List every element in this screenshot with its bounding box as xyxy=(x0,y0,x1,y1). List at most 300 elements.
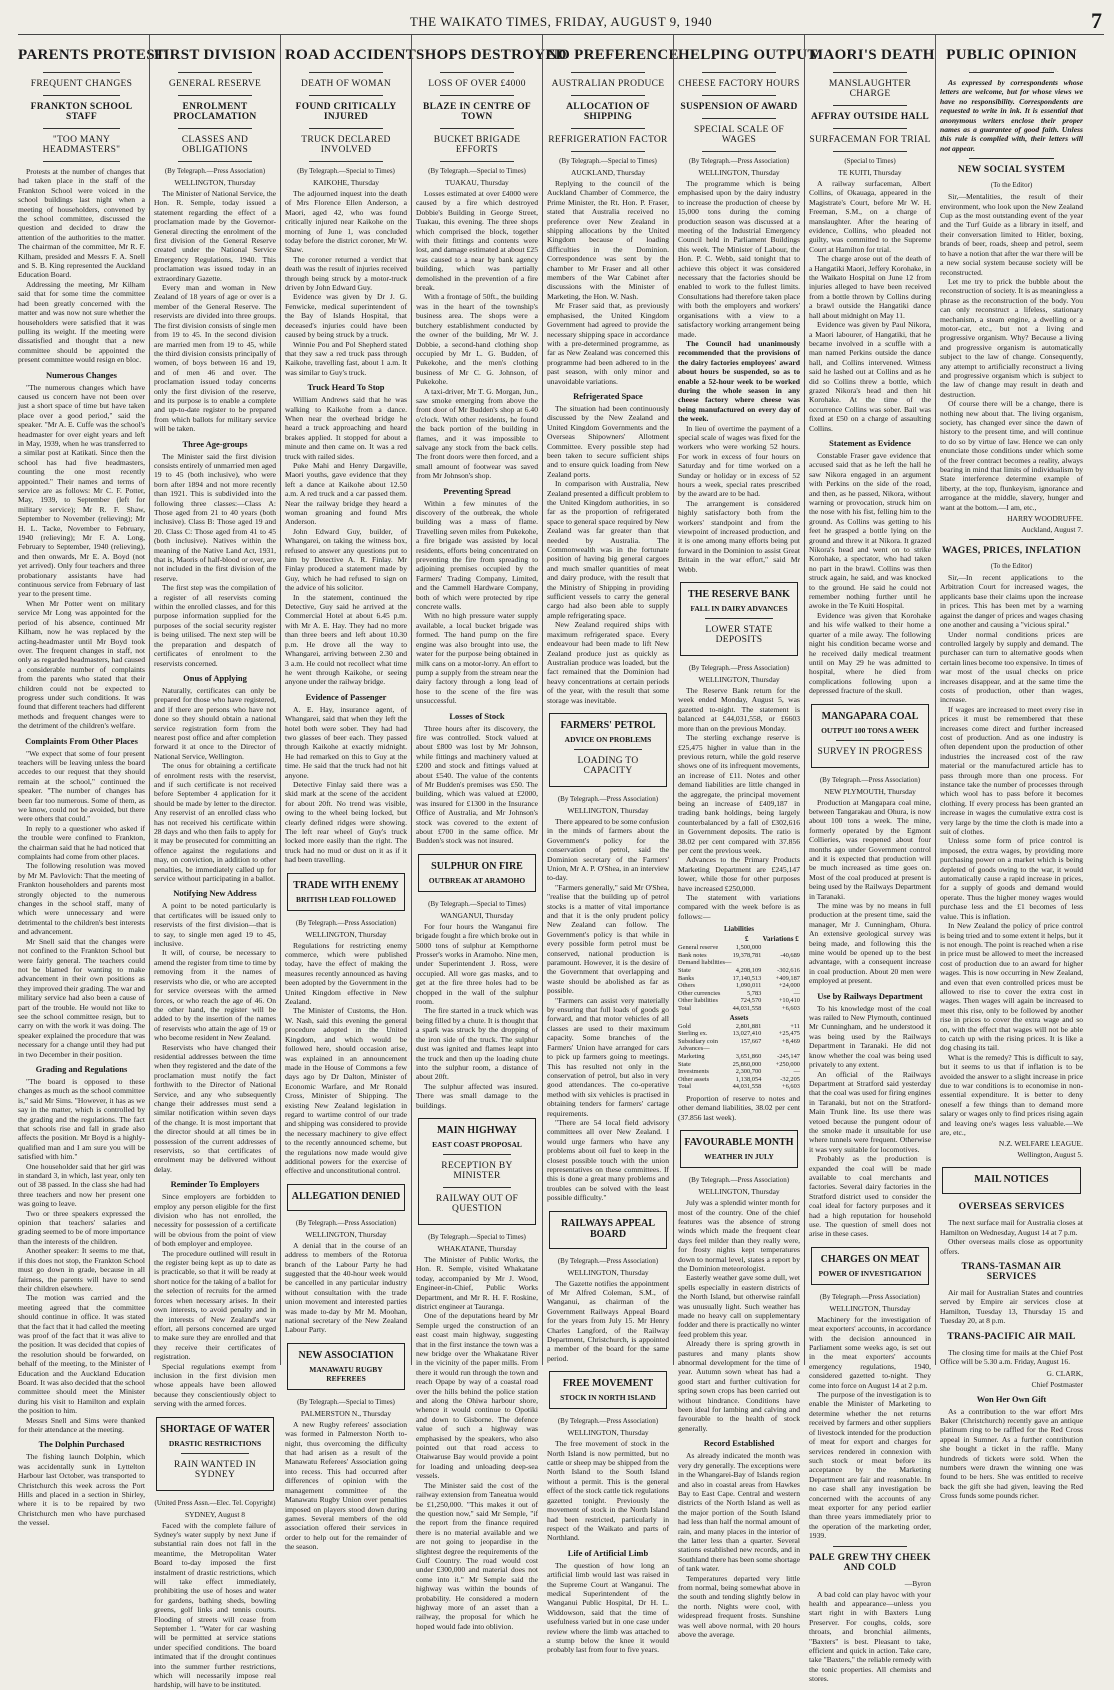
headline: FIRST DIVISION xyxy=(154,47,276,63)
dateline: AUCKLAND, Thursday xyxy=(570,168,646,177)
article-box xyxy=(287,1184,405,1211)
variation-cell: — xyxy=(793,989,800,997)
box-headline: MAIN HIGHWAY xyxy=(437,1124,517,1136)
section-heading: Evidence of Passenger xyxy=(305,691,387,702)
subheading: OVERSEAS SERVICES xyxy=(958,1202,1065,1213)
amount-cell: 44,031,558 xyxy=(732,1004,762,1012)
paragraph: The Gazette notifies the appointment of Mr Alfred Coleman, S.M., of Wanganui, as chairman of the Government Railways Appeal Board for the years from July 15. Mr Henry Charles Langford, of the Railway Department, Christchurch, is appointed a member of the board for the same period. xyxy=(547,1278,669,1363)
column-helping-output xyxy=(673,35,818,1639)
signature: G. CLARK, xyxy=(1046,1368,1083,1378)
dateline: WELLINGTON, Thursday xyxy=(567,805,649,815)
variation-cell: +409,187 xyxy=(775,974,800,982)
dateline: WELLINGTON, Thursday xyxy=(174,178,256,187)
dateline: WELLINGTON, Thursday xyxy=(698,675,780,685)
divider xyxy=(702,95,775,96)
paragraph: Temperatures departed very little from normal, being somewhat above in the south and tending slightly below in the north. Nights were cool, with widespread frequent frosts. Sunshine was well above normal, with 20 hours above the average. xyxy=(678,1573,800,1639)
dateline: WELLINGTON, Thursday xyxy=(305,1229,387,1239)
headline: MAORI'S DEATH xyxy=(809,47,935,63)
byline: (By Telegraph.—Press Association) xyxy=(557,1417,659,1426)
byline: (By Telegraph.—Press Association) xyxy=(819,775,921,784)
table-row xyxy=(678,1030,800,1038)
paragraph: Unless some form of price control is imposed, the extra wages, by providing more purchasing power on a market which is being depleted of goods owing to the war, it would automatically cause a rapid increase in prices, for a supply of goods and demand would operate. Thus the higher money wages would purchase less and the £1 becomes of less value. This is inflation. xyxy=(940,836,1083,921)
amount-cell: 44,031,558 xyxy=(732,1083,762,1091)
paragraph: The programme which is being emphasised upon by the dairy industry to increase the production of cheese by 15,000 tons during the coming production season was discussed at a meeting of the Industrial Emergency Council held in Parliament Buildings this week. The Minister of Labour, the Hon. P. C. Webb, said tonight that to achieve this object it was considered necessary that the factories should be enabled to work to the fullest limits. Consultations had therefore taken place with both the employers and workers' organisations with a view to a satisfactory working arrangement being made. xyxy=(678,179,800,339)
divider xyxy=(440,95,513,96)
box-subheading: SURVEY IN PROGRESS xyxy=(817,746,923,757)
divider xyxy=(178,128,251,129)
amount-cell: 5,783 xyxy=(746,989,762,997)
box-headline: FAVOURABLE MONTH xyxy=(684,1137,794,1149)
column-shops-destroyed xyxy=(411,35,567,1631)
divider xyxy=(178,161,251,162)
section-heading: Won Her Own Gift xyxy=(976,1393,1047,1404)
paragraph: Since employers are forbidden to employ any person eligible for the first division who has not enrolled, the necessity for possession of a certificate will be obvious from the point of view of both employer and employee. xyxy=(154,1192,276,1249)
paragraph: July was a splendid winter month for most of the country. One of the chief features was the absence of strong winds which made the frequent clear days feel milder than they really were, for frosty nights kept temperatures down to normal level, states a report by the Dominion meteorologist. xyxy=(678,1198,800,1273)
paragraph: Another speaker: It seems to me that, if this does not stop, the Frankton School must go down in grade, because in all fairness, the parents will have to send their children elsewhere. xyxy=(18,1246,145,1293)
variation-cell: -32,205 xyxy=(780,1075,800,1083)
divider xyxy=(702,118,775,119)
variation-cell xyxy=(761,944,800,952)
box-subheading: OUTPUT 100 TONS A WEEK xyxy=(821,725,919,735)
paragraph: The purpose of the investigation is to enable the Minister of Marketing to determine whether the net returns received by farmers and other suppliers of livestock intended for the production of meat for export and charges for services rendered in connexion with such stock or meat before its acceptance by the Marketing Department are fair and reasonable. In no case shall any investigation be concerned with the accounts of any meat exporter for any period earlier than three years immediately prior to the operation of the marketing order, 1939. xyxy=(809,1390,931,1541)
paragraph: The situation had been continuously discussed by the New Zealand and United Kingdom Governments and the Overseas Shipowners' Allotment Committee. Every possible step had been taken to secure sufficient ships and to ensure quick loading from New Zealand ports. xyxy=(547,403,669,479)
box-headline: MAIL NOTICES xyxy=(974,1174,1049,1186)
paragraph: Protests at the number of changes that had taken place in the staff of the Frankton School were voiced in the school buildings last night when a meeting of householders, convened by the school committee, discussed the question and decided to draw the attention of the authorities to the matter. The chairman of the committee, Mr R. F. Kilham, presided and Messrs F. A. Snell and S. B. King represented the Auckland Education Board. xyxy=(18,167,145,280)
signature-place: Wellington, August 5. xyxy=(1017,1150,1083,1160)
byline: (By Telegraph.—Press Association) xyxy=(688,1176,790,1185)
table-row xyxy=(678,990,800,998)
amount-cell: 17,140,513 xyxy=(732,974,762,982)
headline: SHOPS DESTROYED xyxy=(416,47,567,63)
box-headline: RAILWAYS APPEAL BOARD xyxy=(560,1217,655,1240)
paragraph: In comparison with Australia, New Zealand presented a difficult problem to the United Kingdom authorities, in so far as the proportion of refrigerated space to general space required by New Zealand was far greater than that needed by Australia. The Commonwealth was in the fortunate position of having big general cargoes and much smaller quantities of meat and dairy produce, with the result that the Ministry of Shipping in providing sufficient vessels to carry the general cargo had also been able to supply ample refrigerating space. xyxy=(547,479,669,620)
paragraph: In lieu of overtime the payment of a special scale of wages was fixed for the workers who were working 52 hours. For work in excess of four hours on Saturday and for time worked on a Sunday or holiday or in excess of 52 hours a week, special rates prescribed by the award are to be had. xyxy=(678,423,800,499)
subheading: TRUCK DECLARED INVOLVED xyxy=(301,135,391,155)
paragraph: Already there is spring growth in pastures and many plants show abnormal development for the time of year. Autumn sown wheat has had a good start and further cultivation for spring sown crops has been carried out without hindrance. Conditions have been ideal for lambing and calving and favourable to the health of stock generally. xyxy=(678,1339,800,1433)
table-row xyxy=(678,975,800,983)
divider xyxy=(309,128,382,129)
divider xyxy=(43,161,119,162)
article-box xyxy=(549,1211,667,1249)
table-title-row xyxy=(678,1013,800,1023)
article-box xyxy=(549,713,667,787)
paragraph: Evidence was given by Dr J. G. Fenwicke, medical superintendent of the Bay of Islands Hospital, that deceased's injuries could have been caused by being struck by a truck. xyxy=(285,292,407,340)
paragraph: A taxi-driver, Mr T. G. Morgan, Jun., saw smoke emerging from above the front door of Mr Budden's shop at 6.40 o'clock. With other residents, he found the back portion of the building in flames, and it was impossible to salvage any stock from the back cells. The front doors were then forced, and a small amount of footwear was saved from Mr Johnson's shop. xyxy=(416,386,538,481)
divider xyxy=(969,158,1055,159)
paragraph: The onus for obtaining a certificate of enrolment rests with the reservist, and if such certificate is not received before September 4 application for it should be made by letter to the director. Any reservist of an enrolled class who has not received his certificate within 28 days and who then fails to apply for it may be prosecuted for committing an offence against the regulations and may, on conviction, in addition to other penalties, be immediately called up for service without participating in a ballot. xyxy=(154,761,276,884)
divider xyxy=(440,161,513,162)
table-row xyxy=(678,944,800,952)
dateline: WELLINGTON, Thursday xyxy=(698,168,780,177)
paragraph: Other overseas mails close as opportunity offers. xyxy=(940,1237,1083,1256)
row-label: State xyxy=(678,967,691,974)
signature-place: Auckland, August 7. xyxy=(1021,525,1083,535)
divider xyxy=(309,95,382,96)
divider xyxy=(833,151,906,152)
amount-cell: 2,300,700 xyxy=(735,1068,762,1076)
byline: (United Press Assn.—Elec. Tel. Copyright) xyxy=(154,1498,276,1507)
table-row xyxy=(678,1068,800,1076)
table-row xyxy=(678,959,800,967)
box-subheading: BRITISH LEAD FOLLOWED xyxy=(295,894,397,904)
variation-cell: -302,616 xyxy=(777,967,800,974)
paragraph: Of course there will be a change, there is nothing new about that. The living organism, society, has changed ever since the dawn of history to the present time, and will continue to do so by virtue of law. Hence we can only enunciate those conditions under which some of the freer contract becomes a reality, always bearing in mind that limits of individualism by State interference determine example of liberty, at the top, flunkeyism, ignorance and arrogance at the middle, slavery, hunger and want at the bottom.—I am, etc., xyxy=(940,399,1083,512)
paragraph: Production at Mangapara coal mine, between Tangarakau and Ohura, is now about 100 tons a week. The mine, formerly operated by the Egmont Collieries, was reopened about four months ago under Government control and it is expected that production will be much increased as time goes on. Most of the coal produced at present is being used by the Railways Department in Taranaki. xyxy=(809,797,931,901)
subheading: SURFACEMAN FOR TRIAL xyxy=(809,135,931,145)
row-label: Sterling ex. xyxy=(678,1030,708,1038)
box-subheading: WEATHER IN JULY xyxy=(704,1152,774,1162)
divider xyxy=(443,1187,510,1188)
paragraph: The next surface mail for Australia closes at Hamilton on Wednesday, August 14 at 7 p.m. xyxy=(940,1218,1083,1237)
paragraph: Regulations for restricting enemy commerce, which were published today, have the effect of making the measures recently announced as having been adopted by the Government in the United Kingdom effective in New Zealand. xyxy=(285,940,407,1007)
box-headline: CHARGES ON MEAT xyxy=(820,1253,920,1265)
divider xyxy=(969,539,1055,540)
row-label: Other liabilities xyxy=(678,997,718,1005)
paragraph: A point to be noted particularly is that certificates will be issued only to reservists of the first division—that is to say, to single men aged 19 to 45, inclusive. xyxy=(154,901,276,949)
dateline: WELLINGTON, Thursday xyxy=(305,929,387,939)
article-box xyxy=(549,1371,667,1409)
amount-cell: 13,027,410 xyxy=(732,1030,762,1038)
byline: (By Telegraph.—Press Association) xyxy=(688,157,790,165)
signature-title: Chief Postmaster xyxy=(1031,1379,1083,1389)
amount-cell: 1,138,054 xyxy=(735,1075,762,1083)
paragraph: The Minister said the cost of the railway extension from Taneatua would be £1,250,000. "This makes it out of the question now," said Mr Semple, "if the report from the finance required there is no material available and we are not going to jeopardise in the slightest degree the requirements of the Gulf Country. The road would cost under £300,000 and material does not come into it." Mr Semple said the highway was within the bounds of probability. He considered a modern highway more of an asset than a railway, the proposal for which he hoped would fade into oblivion. xyxy=(416,1480,538,1631)
box-subheading: DRASTIC RESTRICTIONS xyxy=(168,1438,262,1448)
liabilities-rows xyxy=(678,944,800,1012)
table-row xyxy=(678,1038,800,1046)
divider xyxy=(836,740,903,741)
dateline: WELLINGTON, Thursday xyxy=(698,1187,780,1197)
subheading: "TOO MANY HEADMASTERS" xyxy=(42,135,121,155)
table-row xyxy=(678,982,800,990)
paragraph: The mine was by no means in full production at the present time, said the manager, Mr J. Cunningham, Ohura. An extensive geological survey was being made, and following this the mine would be opened up to the best advantage, with a consequent increase in coal production. About 20 men were employed at present. xyxy=(809,901,931,986)
paragraph: William Andrews said that he was walking to Kaikohe from a dance. When near the overhead bridge he heard a truck approaching and heard brakes applied. It stopped for about a minute and then came on. It was a red truck with railed sides. xyxy=(285,395,407,461)
variation-cell: -40,689 xyxy=(780,951,800,959)
divider xyxy=(574,749,641,750)
subheading: ALLOCATION OF SHIPPING xyxy=(566,102,650,122)
divider xyxy=(705,618,772,619)
section-heading: Record Established xyxy=(703,1438,775,1449)
column-road-accident xyxy=(280,35,416,1552)
row-label: Advances— xyxy=(678,1045,710,1053)
table-row xyxy=(678,1053,800,1061)
section-heading: Truck Heard To Stop xyxy=(307,382,385,393)
table-row xyxy=(678,1061,800,1069)
box-subheading: MANAWATU RUGBY REFEREES xyxy=(309,1364,383,1383)
amount-cell: 2,801,881 xyxy=(735,1022,762,1030)
byline: (By Telegraph.—Press Association) xyxy=(164,167,266,175)
box-headline: NEW ASSOCIATION xyxy=(298,1349,394,1361)
subheading: BLAZE IN CENTRE OF TOWN xyxy=(422,102,532,122)
paragraph: A denial that in the course of an address to members of the Rotorua branch of the Labour Party he had suggested that the 40-hour week would be cancelled in any particular industry without consultation with the trade union movement and interested parties was made to-day by Mr M. Moohan, national secretary of the New Zealand Labour Party. xyxy=(285,1240,407,1335)
paragraph: There appeared to be some confusion in the minds of farmers about the Government's policy for the conservation of petrol, said the Dominion secretary of the Farmers' Union, Mr A. P. O'Shea, in an interview to-day. xyxy=(547,816,669,883)
paragraph: The fishing launch Dolphin, which was accidentally sunk in Lyttelton Harbour last October, was transported to Christchurch this week across the Port Hills and placed in a section in Shirley, where it is to be repaired by two Christchurch men who have purchased the vessel. xyxy=(18,1452,145,1528)
variation-cell xyxy=(761,959,800,967)
subheading: FRANKTON SCHOOL STAFF xyxy=(30,102,133,122)
intro-paragraph: As expressed by correspondents whose letters are welcome, but for whose views we have no responsibility. Correspondents are requested to write in ink. It is essential that anonymous writers enclose their proper names as a guarantee of good faith. Unless this rule is complied with, their letters will not appear. xyxy=(940,78,1083,153)
paragraph: Constable Fraser gave evidence that accused said that as he left the hall he saw Nikora engaged in an argument with Perkins on the side of the road, and then, as he passed, Nikora, without warning or provocation, struck him on the nose with his fist, felling him to the ground. As Collins was getting to his feet he grasped a bottle lying on the ground and threw it at Nikora. It grazed Nikora's head and went on to strike Korohake, a spectator, who had taken no part in the brawl. Collins was then struck again, he said, and was knocked to the ground. He said he could not remember nothing further until he awoke in the Te Kuiti Hospital. xyxy=(809,450,931,611)
box-subheading: RAILWAY OUT OF QUESTION xyxy=(435,1193,519,1214)
paragraph: The Minister of Public Works, the Hon. R. Semple, visited Whakatane today, accompanied by Mr J. Wood, Engineer-in-Chief, Public Works Department, and Mr R. H. F. Roskine, district engineer at Tauranga. xyxy=(416,1254,538,1311)
paragraph: The question of how long an artificial limb would last was raised in the Supreme Court at Wanganui. The medical Superintendent of the Wanganui Public Hospital, Dr H. L. Widdowson, said that the time of usefulness varied but in one case under review where the limb was attached to a stump below the knee it would probably last from four to five years. xyxy=(547,1560,669,1655)
paragraph: In the statement, continued the Detective, Guy said he arrived at the Commercial Hotel at about 6.45 p.m. with Mr A. E. Hay. They had no more than three beers and left about 10.30 p.m. He drove all the way to Whangarei, arriving between 2.30 and 3 a.m. He could not recollect what time he went through Kaikohe, or seeing anyone under the railway bridge. xyxy=(285,592,407,687)
table-title: Liabilities xyxy=(724,925,754,934)
paragraph: The free movement of stock in the North Island is now permitted, but no cattle or sheep may be shipped from the North Island to the South Island without a permit. This is the general effect of the stock cattle tick regulations gazetted tonight. Previously the movement of stock in the North Island had been restricted, particularly in respect of the Waikato and parts of Northland. xyxy=(547,1439,669,1543)
paragraph: Mr Fraser said that, as previously emphasised, the United Kingdom Government had agreed to provide the necessary shipping space in accordance with a pre-determined programme, as far as New Zealand was concerned this programme had been adhered to in the past season, with only minor and unavoidable variations. xyxy=(547,301,669,386)
amount-cell: 157,667 xyxy=(740,1037,762,1045)
article-box xyxy=(680,582,798,656)
variation-cell: +6,603 xyxy=(782,1083,800,1091)
byline: (By Telegraph.—Press Association) xyxy=(557,794,659,803)
paragraph: With no high pressure water supply available, a local bucket brigade was formed. The hand pump on the fire engine was also brought into use, the water for the purpose being obtained in milk cans on a motor-lorry. An effort to pump a supply from the stream near the dairy factory through a long lead of hose to the scene of the fire was unsuccessful. xyxy=(416,611,538,706)
divider xyxy=(309,161,382,162)
reserve-bank-table xyxy=(678,924,800,1091)
amount-cell xyxy=(732,1045,761,1053)
paragraph: Addressing the meeting, Mr Kilham said that for some time the committee had been greatly concerned with the matter and was now not sure whether the householders were satisfied that it was pulling its weight. If the meeting were dissatisfied and thought that a new committee should be appointed the present committee would resign en bloc. xyxy=(18,279,145,365)
paragraph: Losses estimated at over £4000 were caused by a fire which destroyed Dobbie's Building in George Street, Tuakau, this evening. The three shops which comprised the block, together with their fittings and contents were lost, and damage estimated at about £25 was caused to a near by bank agency building, which was partially demolished in the prevention of a fire break. xyxy=(416,189,538,293)
subheading: ENROLMENT PROCLAMATION xyxy=(173,102,257,122)
table-title: Assets xyxy=(729,1013,749,1022)
paragraph: Reservists who have changed their residential addresses between the time when they registered and the date of the proclamation must notify the fact forthwith to the Director of National Service, and any who subsequently change their addresses must send a similar notification within seven days of the change. It is most important that the director should at all times be in possession of the current addresses of reservists, so that certificates of enrolment may be delivered without delay. xyxy=(154,1042,276,1174)
row-label: Gold xyxy=(678,1022,691,1030)
column-header: £ xyxy=(745,935,749,944)
assets-title-section xyxy=(678,1013,800,1023)
paragraph: Puke Mahi and Henry Dargaville, Maori youths, gave evidence that they left a dance at Kaikohe about 12.50 a.m. A red truck and a car passed them. Near the railway bridge they heard a woman groaning and found Mrs Anderson. xyxy=(285,460,407,527)
paragraph: Replying to the council of the Auckland Chamber of Commerce, the Prime Minister, the Rt. Hon. P. Fraser, stated that Australia received no preference over New Zealand in shipping allocations by the United Kingdom because of loading difficulties in the Dominion. Correspondence was sent by the chamber to Mr Fraser and all other members of the War Cabinet after discussions with the Minister of Marketing, the Hon. W. Nash. xyxy=(547,179,669,301)
divider xyxy=(833,128,906,129)
paragraph: Easterly weather gave some dull, wet spells especially in eastern districts of the North Island, but otherwise rainfall was unusually light. Such weather has made no heavy call on supplementary fodder and there is practically no winter feed problem this year. xyxy=(678,1273,800,1339)
table-row xyxy=(678,1045,800,1053)
paragraph: The fire started in a truck which was being filled by a chute. It is thought that a spark was struck by the dropping of the iron side of the truck. The sulphur dust was ignited and flames leapt into the truck and then up the loading chute into the sulphur room, a distance of about 20ft. xyxy=(416,1006,538,1082)
column-first-division xyxy=(149,35,280,1690)
variation-cell: +25,475 xyxy=(778,1030,800,1038)
column-header: Variations £ xyxy=(762,935,799,944)
dateline: SYDNEY, August 8 xyxy=(184,1509,246,1519)
masthead-title: THE WAIKATO TIMES, FRIDAY, AUGUST 9, 1940 xyxy=(409,14,713,29)
column-header xyxy=(678,934,732,944)
paragraph: The closing time for mails at the Chief Post Office will be 5.30 a.m. Friday, August 16. xyxy=(940,1347,1083,1367)
advert-heading: PALE GREW THY CHEEK AND COLD xyxy=(809,1552,931,1573)
article-box xyxy=(942,1167,1081,1194)
box-headline: SULPHUR ON FIRE xyxy=(431,860,523,872)
column-parents-protest xyxy=(18,35,166,1528)
article-box xyxy=(418,1118,536,1225)
masthead xyxy=(18,8,1104,35)
paragraph: The motion was carried and the meeting agreed that the committee should continue in office. It was stated that the fact that it had called the meeting was proof of the fact that it was alive to the position. It was decided that copies of the resolution should be forwarded, on behalf of the meeting, to the Minister of Education and the Auckland Education Board. It was also decided that the school committee should meet the Minister during his visit to Hamilton and explain the position to him. xyxy=(18,1293,145,1416)
divider xyxy=(833,1546,906,1547)
subheading: REFRIGERATION FACTOR xyxy=(548,135,668,145)
paragraph: Two or three speakers expressed the opinion that teachers' salaries and grading seemed to be of more importance than the interests of the children. xyxy=(18,1208,145,1246)
box-headline: THE RESERVE BANK xyxy=(688,589,790,601)
byline: (By Telegraph.—Press Association) xyxy=(295,1218,397,1227)
dateline: TUAKAU, Thursday xyxy=(445,178,509,187)
paragraph: Sir,—Mentalities, the result of their environment, who look upon the New Zealand Cup as the most outstanding event of the year and the Turf Guide as a library in itself, and their conversation limited to Hitler, boxing, brands of beer, roads, sheep and petrol, seem to have a notion that after the war there will be a new social system because society will be reconstructed. xyxy=(940,192,1083,277)
paragraph: Advances to the Primary Products Marketing Department are £245,147 lower, while those for other purposes have increased £250,000. xyxy=(678,855,800,893)
variation-cell xyxy=(761,1045,800,1053)
subheading: CHEESE FACTORY HOURS xyxy=(678,79,800,89)
paragraph: The Minister of Customs, the Hon. W. Nash, said this evening the general procedure adopted in the United Kingdom, and which would be followed here, should occasion arise, was explained in an announcement made in the House of Commons a few days ago by Dr Dalton, Minister of Economic Warfare, and Mr Ronald Cross, Minister of Shipping. The existing New Zealand legislation in regard to wartime control of our trade and shipping was considered to provide the necessary machinery to give effect to the recently announced scheme, but the regulations now made would give additional powers for the exercise of effective and unconstitutional control. xyxy=(285,1006,407,1176)
paragraph: Evidence was given that Korohake and his wife walked to their home a quarter of a mile away. The following night his condition became worse and he received daily medical treatment until on May 29 he was admitted to hospital, where he died from complications following upon a depressed fracture of the skull. xyxy=(809,610,931,696)
paragraph: As a contribution to the war effort Mrs Baker (Christchurch) recently gave an antique platinum ring to be raffled for the Red Cross appeal in Sumner. As a further contribution she bought a ticket in the raffle. Many hundreds of tickets were sold. When the numbers were drawn the winning one was found to be hers. She was entitled to receive back the gift she had given, leaving the Red Cross funds some pounds richer. xyxy=(940,1406,1083,1501)
box-headline: SHORTAGE OF WATER xyxy=(160,1423,270,1435)
paragraph: John Edward Guy, builder, of Whangarei, on taking the witness box, refused to answer any questions put to him by Detective A. R. Finlay. Mr Finlay produced a statement made by Guy, which he had refused to sign on the advice of his solicitor. xyxy=(285,526,407,593)
dateline: NEW PLYMOUTH, Thursday xyxy=(824,786,916,796)
section-heading: Grading and Regulations xyxy=(35,1063,128,1074)
to-editor: (To the Editor) xyxy=(990,181,1033,190)
subheading: GENERAL RESERVE xyxy=(168,79,262,89)
divider xyxy=(969,72,1055,73)
paragraph: Three hours after its discovery, the fire was controlled. Stock valued at about £800 was lost by Mr Johnson, while fittings and machinery valued at £200 and stock and fittings valued at about £540. The value of the contents of Mr Budden's premises was £50. The building, which was valued at £2000, was insured for £1300 in the Insurance Office of Australia, and Mr Johnson's stock was covered to the extent of about £700 in the same office. Mr Budden's stock was not insured. xyxy=(416,723,538,846)
paragraph: Under normal conditions prices are controlled largely by supply and demand. The purchaser can turn to alternative goods when certain lines become too expensive. In times of war most of the usual checks on price increases disappear, and at the same time the costs of production, other than wages, increase. xyxy=(940,629,1083,705)
paragraph: Machinery for the investigation of meat exporters' accounts, in accordance with the decision announced in Parliament some weeks ago, is set out in the meat exporters' accounts emergency regulations, 1940, considered gazetted to-night. They come into force on August 14 at 2 p.m. xyxy=(809,1314,931,1390)
row-label: Bank notes xyxy=(678,951,707,959)
paragraph: Special regulations exempt from inclusion in the first division men whose appeals have been allowed because they conscientiously object to serving with the armed forces. xyxy=(154,1361,276,1409)
paragraph: Evidence was given by Paul Nikora, a Maori labourer, of Hangatiki, that he became involved in a scuffle with a man named Perkins outside the dance hall, and Collins intervened. Witness said he lashed out at Collins and as he did so Collins threw a bottle, which grazed Nikora's head and then hit Korohake. At the time of the occurrence Collins was sober. Bail was fixed at £50 on a charge of assaulting Collins. xyxy=(809,320,931,433)
divider xyxy=(571,95,644,96)
column-no-preference xyxy=(542,35,679,1655)
paragraph: The charge arose out of the death of a Hangatiki Maori, Jeffery Korohake, in the Waikato Hospital on June 12 from injuries alleged to have been received from a bottle thrown by Collins during a brawl outside the Hangatiki dance hall about midnight on May 11. xyxy=(809,254,931,320)
headline: HELPING OUTPUT xyxy=(678,47,818,63)
subheading: TRANS-TASMAN AIR SERVICES xyxy=(961,1262,1062,1283)
variation-cell: +250,000 xyxy=(775,1060,800,1068)
headline: NO PREFERENCE xyxy=(547,47,679,63)
variation-cell: -245,147 xyxy=(777,1052,800,1060)
amount-cell xyxy=(732,959,761,967)
byline: (By Telegraph.—Special to Times) xyxy=(297,167,395,175)
section-heading: Notifying New Address xyxy=(173,888,257,899)
signature: HARRY WOODRUFFE. xyxy=(1007,514,1083,524)
section-heading: Preventing Spread xyxy=(443,485,511,496)
byline: (By Telegraph.—Special to Times) xyxy=(428,167,526,175)
paragraph: Messrs Snell and Sims were thanked for their attendance at the meeting. xyxy=(18,1415,145,1434)
assets-rows xyxy=(678,1023,800,1091)
divider xyxy=(43,72,119,73)
paragraph: Probably as the production is expanded the coal will be made available to coal merchants and factories. Several dairy factories in the Stratford district used to consider the coal ideal for factory purposes and it had a high reputation for household use. The question of smell does not arise in these cases. xyxy=(809,1154,931,1239)
row-label: State xyxy=(678,1060,691,1068)
article-box xyxy=(287,1343,405,1390)
box-subheading: EAST COAST PROPOSAL xyxy=(432,1139,522,1149)
section-heading: Use by Railways Department xyxy=(817,990,923,1001)
paragraph: If wages are increased to meet every rise in prices it must be remembered that these increases come direct and further increased cost of production. And as one industry is often dependent upon the production of other industries the increased cost of the raw material or the manufactured article has to pass through more than one process. For instance take the number of processes through which wool has to pass before it becomes clothing. If every process has been granted an increase in wages the cumulative extra cost is very large by the time the cloth is made into a suit of clothes. xyxy=(940,704,1083,837)
amount-cell: 3,651,860 xyxy=(735,1052,762,1060)
section-heading: Complaints From Other Places xyxy=(25,735,138,746)
section-heading: Refrigerated Space xyxy=(573,390,643,401)
byline: (By Telegraph.—Special to Times) xyxy=(559,157,657,165)
paragraph: Naturally, certificates can only be prepared for those who have registered, and if there are persons who have not done so they should obtain a national service registration form from the nearest post office and after completion forward it at once to the Director of National Service, Wellington. xyxy=(154,685,276,761)
section-heading: Life of Artificial Limb xyxy=(567,1547,649,1558)
section-heading: The Dolphin Purchased xyxy=(38,1439,125,1450)
paragraph: The sulphur affected was insured. There was small damage to the buildings. xyxy=(416,1081,538,1110)
paragraph: As already indicated the month was very dry generally. The exceptions were in the Whangarei-Bay of Islands region and also in coastal areas from Hawkes Bay to East Cape. Central and western districts of the North Island as well as the major portion of the South Island had less than half the normal amount of rain, and many places in the interior of the latter less than a quarter. Several stations established new records, and in Southland there has been some shortage of tank water. xyxy=(678,1451,800,1574)
section-heading: Onus of Applying xyxy=(183,672,247,683)
paragraph: The adjourned inquest into the death of Mrs Florence Ellen Anderson, a Maori, aged 42, who was found critically injured near Kaikohe on the morning of June 1, was concluded today before the district coroner, Mr W. Shaw. xyxy=(285,189,407,255)
byline: (By Telegraph.—Press Association) xyxy=(557,1256,659,1265)
row-label: Marketing xyxy=(678,1052,705,1060)
box-headline: FREE MOVEMENT xyxy=(562,1378,654,1390)
amount-cell: 4,208,109 xyxy=(735,967,762,974)
subheading: DEATH OF WOMAN xyxy=(300,79,392,89)
row-label: Total xyxy=(678,1083,692,1091)
row-label: General reserve xyxy=(678,944,719,952)
dateline: WHAKATANE, Thursday xyxy=(437,1243,517,1253)
subheading: SPECIAL SCALE OF WAGES xyxy=(694,125,784,145)
byline: (By Telegraph.—Special to Times) xyxy=(297,1397,395,1406)
table-row xyxy=(678,952,800,960)
paragraph: A. E. Hay, insurance agent, of Whangarei, said that when they left the hotel both were sober. They had had two glasses of beer each. They passed through Kaikohe at exactly midnight. He had remarked on this to Guy at the time. He said that the truck had not hit anyone. xyxy=(285,704,407,780)
paragraph: In New Zealand the policy of price control is being tried and to some extent it helps, but it is not enough. The point is reached when a rise in price must be allowed to meet the increased cost of production due to an award for higher wages. This is now occurring in New Zealand, and even that even controlled prices must be allowed to rise to cover the extra cost in wages. Then wages will again be increased to meet this rise, only to be followed by another rise in prices to cover the extra wage and so on, with the effect that wages will not be able to catch up with the rising prices. It is like a dog chasing its tail. xyxy=(940,921,1083,1053)
subheading: SUSPENSION OF AWARD xyxy=(680,102,798,112)
table-title-row xyxy=(678,924,800,934)
row-label: Other currencies xyxy=(678,989,721,997)
paragraph: "Farmers generally," said Mr O'Shea, "realise that the building up of petrol stocks is a matter of vital importance and that it is the only prudent policy New Zealand can follow. The Government's policy is that while in every possible form petrol must be conserved, national production is paramount. However, it is the desire of the Government that overlapping and waste should be abolished as far as possible. xyxy=(547,882,669,996)
amount-cell: 25,860,000 xyxy=(732,1060,762,1068)
box-subheading: LOADING TO CAPACITY xyxy=(577,755,639,776)
row-label: Demand liabilities— xyxy=(678,959,732,967)
paragraph: For four hours the Wanganui fire brigade fought a fire which broke out in 5000 tons of sulphur at Kempthorne Prosser's works in Aramoho. Nine men, under Superintendent J. Ross, were occupied. All wore gas masks, and to get at the fire three holes had to be chopped in the wall of the sulphur room. xyxy=(416,921,538,1007)
section-heading: Statement as Evidence xyxy=(829,437,911,448)
amount-cell: 724,570 xyxy=(740,997,762,1005)
box-subheading: LOWER STATE DEPOSITS xyxy=(705,625,773,646)
byline: (By Telegraph.—Special to Times) xyxy=(428,899,526,908)
paragraph: The procedure outlined will result in the register being kept as up to date as is practicable, so that it will be ready at short notice for the taking of a ballot for the selection of recruits for the armed forces when necessary arises. In their own interests, to avoid penalty and in the interests of New Zealand's war effort, all persons concerned are urged to make sure they are enrolled and that they receive their certificates of registration. xyxy=(154,1248,276,1362)
columns xyxy=(18,35,1104,1690)
box-headline: TRADE WITH ENEMY xyxy=(293,879,399,891)
to-editor: (To the Editor) xyxy=(990,562,1033,571)
paragraph: New Zealand required ships with maximum refrigerated space. Every endeavour had been made to lift New Zealand produce just as quickly as Australian produce was loaded, but the fact remained that the Dominion had heavy concentrations at certain periods of the year, with the result that some storage was inevitable. xyxy=(547,620,669,705)
subheading: NEW SOCIAL SYSTEM xyxy=(957,165,1066,176)
subheading: FREQUENT CHANGES xyxy=(30,79,133,89)
table-row xyxy=(678,1076,800,1084)
divider xyxy=(178,95,251,96)
dateline: WANGANUI, Thursday xyxy=(440,910,514,920)
row-label: Others xyxy=(678,982,696,990)
box-subheading: FALL IN DAIRY ADVANCES xyxy=(690,604,788,614)
dateline: WELLINGTON, Thursday xyxy=(567,1267,649,1277)
paragraph: The Reserve Bank return for the week ended Monday, August 5, was gazetted to-night. The statement is balanced at £44,031,558, or £6603 more than on the previous Monday. xyxy=(678,686,800,733)
box-subheading: POWER OF INVESTIGATION xyxy=(818,1268,922,1278)
box-subheading: OUTBREAK AT ARAMOHO xyxy=(428,875,526,885)
table-row xyxy=(678,1083,800,1091)
paragraph: Every man and woman in New Zealand of 18 years of age or over is a member of the General Reserve. The reservists are divided into three groups. The first division consists of single men from 19 to 45. In the second division are married men from 19 to 45, while the third division consists principally of women, of boys between 16 and 19, and of men 46 and over. The proclamation issued today concerns only the first division of the reserve, and its purpose is to enable a complete and up-to-date register to be prepared from which ballots for military service will be taken. xyxy=(154,283,276,434)
amount-cell: 1,500,000 xyxy=(735,944,762,952)
paragraph: "The board is opposed to these changes as much as the school committee is," said Mr Sims. "However, it has as we say in the matter, which is controlled by the grading and the regulations. The fact that schools rise and fall in grade also affects the position. Mr Boyd is a highly-qualified man and I am sure you will be satisfied with him." xyxy=(18,1076,145,1162)
byline: (By Telegraph.—Press Association) xyxy=(295,918,397,927)
paragraph: It will, of course, be necessary to amend the register from time to time by removing from it the names of reservists who die, or who are accepted for service overseas with the armed forces, or who reach the age of 46. On the other hand, the register will be added to by the insertion of the names of reservists who attain the age of 19 or who become resident in New Zealand. xyxy=(154,948,276,1043)
paragraph: Sir,—In recent applications to the Arbitration Court for increased wages, the applicants base their claims upon the increase in prices. This has been met by a warning against the danger of prices and wages chasing one another and causing a "vicious spiral." xyxy=(940,573,1083,630)
subheading: BUCKET BRIGADE EFFORTS xyxy=(433,135,521,155)
advert-paragraph: A bad cold can play havoc with your health and appearance—unless you start right in with Baxters Lung Preserver. For coughs, colds, sore throats, and bronchial ailments, "Baxters" is best. Pleasant to take, efficient and quick in action. Take care, take "Baxters," the reliable remedy with the tonic properties. All chemists and stores. xyxy=(809,1589,931,1684)
section-heading: Reminder To Employers xyxy=(170,1179,260,1190)
section-heading: Numerous Changes xyxy=(46,369,117,380)
paragraph: Winnie Pou and Pol Shepherd stated that they saw a red truck pass through Kaikohe, travelling fast, about 1 a.m. It was similar to Guy's truck. xyxy=(285,339,407,377)
paragraph: "There are 54 local field advisory committees all over New Zealand. I would urge farmers who have any problems about oil fuel to keep in the closest possible touch with the union representatives on these committees. If this is done a great many problems and troubles can be solved with the least possible difficulty." xyxy=(547,1117,669,1203)
paragraph: The arrangement is considered highly satisfactory both from the workers' standpoint and from the viewpoint of increased production, and it is one among many efforts being put forward in the Dominion to assist Great Britain in the war effort," said Mr Webb. xyxy=(678,498,800,574)
paragraph: The following resolution was moved by Mr M. Pavlovich: That the meeting of Frankton householders and parents most strongly objected to the numerous changes in the school staff, many of which were unnecessary and were detrimental to the children's best interests and advancement. xyxy=(18,861,145,937)
article-box xyxy=(811,704,929,768)
table-header-row xyxy=(678,934,800,944)
divider xyxy=(833,105,906,106)
subheading: LOSS OF OVER £4000 xyxy=(428,79,526,89)
divider xyxy=(440,72,513,73)
box-subheading: ADVICE ON PROBLEMS xyxy=(564,734,652,744)
byline: (By Telegraph.—Press Association) xyxy=(819,1292,921,1301)
paragraph: One of the deputations heard by Mr Semple urged the construction of an east coast main highway, suggesting that in the first instance the town was a new bridge over the Whakatane River in the vicinity of the paper mills. From there it would run through the town and reach Opape by way of a coastal road over the hills behind the police station and along the Ohiwa harbour shore, whence it would continue to Opotiki and down to Gisborne. The defence value of such a highway was emphasised by the speakers, who also pointed out that road access to Otaiwaruse Bay would provide a point for loading and unloading deep-sea vessels. xyxy=(416,1311,538,1481)
box-headline: FARMERS' PETROL xyxy=(560,719,656,731)
row-label: Subsidiary coin xyxy=(678,1037,718,1045)
variation-cell: +11 xyxy=(790,1022,800,1030)
byline: (By Telegraph.—Press Association) xyxy=(688,664,790,673)
paragraph: A new Rugby referees' association was formed in Palmerston North to-night, thus overcoming the difficulty that had arisen as a result of the Manawatu Referees' Association going into recess. This had occurred after differences of opinion with the management committee of the Manawatu Rugby Union over penalties imposed on players stood down during games. Several members of the old association offered their services in order to help out for the remainder of the season. xyxy=(285,1419,407,1552)
